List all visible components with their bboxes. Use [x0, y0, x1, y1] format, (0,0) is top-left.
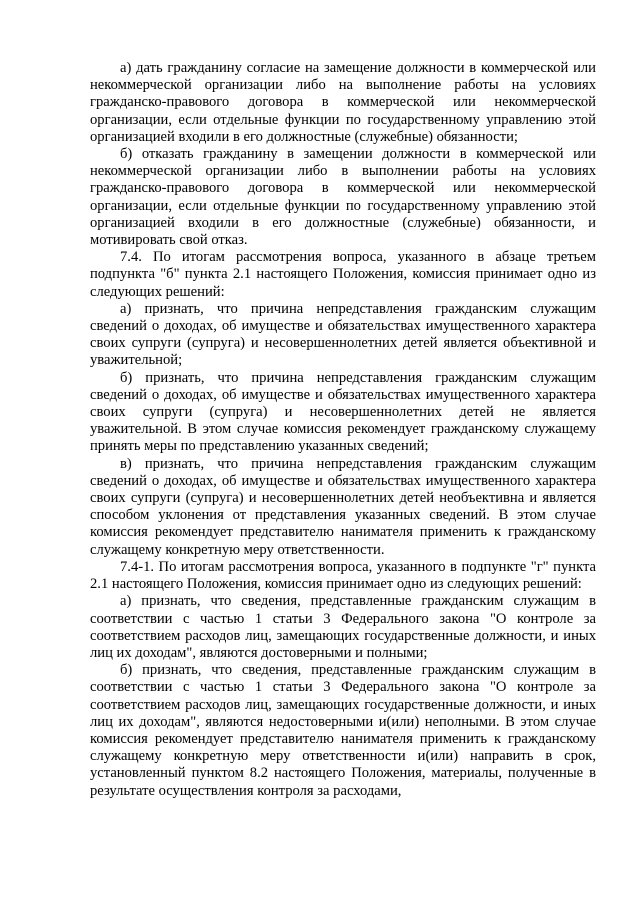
- paragraph-7-4-a: а) признать, что причина непредставления гражданским служащим сведений о доходах, об имуществе и обязательствах имущественного характера своих супруги (супруга) и несовершеннолетних детей является объективной и уважительной;: [90, 300, 596, 369]
- paragraph-7-4-1-a: а) признать, что сведения, представленные гражданским служащим в соответствии с частью 1 статьи 3 Федерального закона "О контроле за соответствием расходов лиц, замещающих государственные должности, и иных лиц их доходам", являются достоверными и полными;: [90, 593, 596, 661]
- paragraph-7-3-a: а) дать гражданину согласие на замещение должности в коммерческой или некоммерческой организации либо на выполнение работы на условиях гражданско-правового договора в коммерческой или некоммерческой организации, если отдельные функции по государственному управлению этой организацией входили в его должностные (служебные) обязанности;: [90, 60, 596, 145]
- paragraph-7-4: 7.4. По итогам рассмотрения вопроса, указанного в абзаце третьем подпункта "б" пункта 2.1 настоящего Положения, комиссия принимает одно из следующих решений:: [90, 249, 596, 300]
- paragraph-7-4-b: б) признать, что причина непредставления гражданским служащим сведений о доходах, об имуществе и обязательствах имущественного характера своих супруги (супруга) и несовершеннолетних детей не является уважительной. В этом случае комиссия рекомендует гражданскому служащему принять меры по представлению указанных сведений;: [90, 369, 596, 455]
- paragraph-7-3-b: б) отказать гражданину в замещении должности в коммерческой или некоммерческой организации либо в выполнении работы на условиях гражданско-правового договора в коммерческой или некоммерческой организации, если отдельные функции по государственному управлению этой организацией входили в его должностные (служебные) обязанности, и мотивировать свой отказ.: [90, 146, 596, 249]
- paragraph-7-4-1-b: б) признать, что сведения, представленные гражданским служащим в соответствии с частью 1 статьи 3 Федерального закона "О контроле за соответствием расходов лиц, замещающих государственные должности, и иных лиц их доходам", являются недостоверными и(или) неполными. В этом случае комиссия рекомендует представителю нанимателя применить к гражданскому служащему конкретную меру ответственности и(или) направить в срок, установленный пунктом 8.2 настоящего Положения, материалы, полученные в результате осуществления контроля за расходами,: [90, 662, 596, 799]
- paragraph-7-4-c: в) признать, что причина непредставления гражданским служащим сведений о доходах, об имуществе и обязательствах имущественного характера своих супруги (супруга) и несовершеннолетних детей необъективна и является способом уклонения от представления указанных сведений. В этом случае комиссия рекомендует представителю нанимателя применить к гражданскому служащему конкретную меру ответственности.: [90, 455, 596, 558]
- document-page: [90, 60, 596, 800]
- paragraph-7-4-1: 7.4-1. По итогам рассмотрения вопроса, указанного в подпункте "г" пункта 2.1 настоящего Положения, комиссия принимает одно из следующих решений:: [90, 558, 596, 593]
